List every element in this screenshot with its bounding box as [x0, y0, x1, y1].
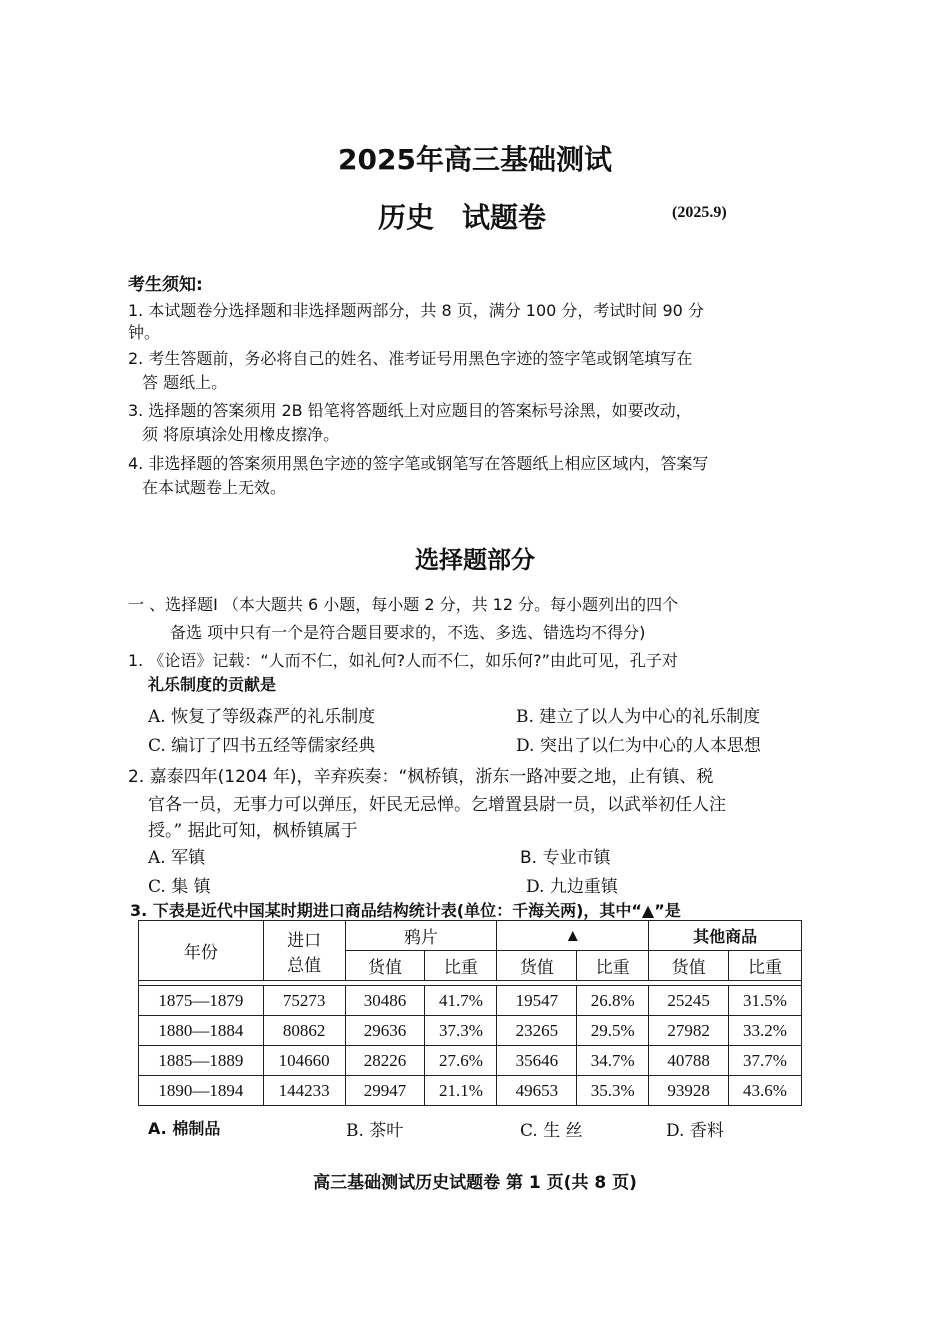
q3-stem: 3. 下表是近代中国某时期进口商品结构统计表(单位：千海关两)，其中“▲”是	[130, 901, 681, 920]
cell: 23265	[497, 1016, 577, 1046]
notice-line: 3. 选择题的答案须用 2B 铅笔将答题纸上对应题目的答案标号涂黑，如要改动，	[128, 401, 692, 420]
cell: 29.5%	[577, 1016, 649, 1046]
cell: 35646	[497, 1046, 577, 1076]
exam-title: 2025年高三基础测试	[338, 143, 612, 176]
q2-option-d: D. 九边重镇	[526, 877, 618, 897]
q2-option-a: A. 军镇	[148, 848, 206, 868]
header-ratio: 比重	[425, 951, 497, 981]
cell: 25245	[649, 986, 729, 1016]
notice-line: 2. 考生答题前，务必将自己的姓名、准考证号用黑色字迹的签字笔或钢笔填写在	[128, 349, 693, 368]
q2-stem: 官各一员，无事力可以弹压，奸民无忌惮。乞增置县尉一员，以武举初任人注	[148, 795, 726, 815]
q1-option-d: D. 突出了以仁为中心的人本思想	[516, 736, 761, 756]
cell: 29636	[345, 1016, 425, 1046]
notice-line: 4. 非选择题的答案须用黑色字迹的签字笔或钢笔写在答题纸上相应区域内，答案写	[128, 454, 709, 473]
cell: 49653	[497, 1076, 577, 1106]
notice-line: 钟。	[128, 323, 161, 342]
header-opium: 鸦片	[345, 921, 497, 951]
header-ratio: 比重	[729, 951, 802, 981]
cell: 40788	[649, 1046, 729, 1076]
cell: 28226	[345, 1046, 425, 1076]
cell: 43.6%	[729, 1076, 802, 1106]
q1-stem: 礼乐制度的贡献是	[148, 675, 277, 694]
cell: 33.2%	[729, 1016, 802, 1046]
exam-subtitle: 历史 试题卷	[378, 201, 547, 234]
notice-line: 在本试题卷上无效。	[142, 478, 287, 497]
cell: 1885—1889	[139, 1046, 264, 1076]
cell: 1890—1894	[139, 1076, 264, 1106]
cell: 37.7%	[729, 1046, 802, 1076]
table-row	[139, 1046, 802, 1076]
table-row	[139, 1016, 802, 1046]
header-total	[263, 921, 345, 981]
section-title: 选择题部分	[415, 546, 535, 574]
cell: 80862	[263, 1016, 345, 1046]
cell: 37.3%	[425, 1016, 497, 1046]
import-structure-table	[138, 920, 802, 1106]
header-total-line2: 总值	[287, 955, 322, 975]
header-year: 年份	[139, 921, 264, 981]
cell: 104660	[263, 1046, 345, 1076]
header-triangle: ▲	[497, 921, 649, 951]
q2-option-b: B. 专业市镇	[520, 848, 611, 868]
table-row	[139, 1076, 802, 1106]
page-footer: 高三基础测试历史试题卷 第 1 页(共 8 页)	[313, 1173, 637, 1193]
notice-line: 须 将原填涂处用橡皮擦净。	[142, 425, 340, 444]
header-total-line1: 进口	[287, 930, 322, 950]
cell: 34.7%	[577, 1046, 649, 1076]
q3-option-c: C. 生 丝	[520, 1121, 583, 1141]
q1-option-b: B. 建立了以人为中心的礼乐制度	[516, 707, 761, 727]
cell: 1880—1884	[139, 1016, 264, 1046]
cell: 26.8%	[577, 986, 649, 1016]
q3-option-d: D. 香料	[666, 1121, 724, 1141]
cell: 93928	[649, 1076, 729, 1106]
cell: 31.5%	[729, 986, 802, 1016]
table-row	[139, 986, 802, 1016]
cell: 19547	[497, 986, 577, 1016]
q1-option-a: A. 恢复了等级森严的礼乐制度	[148, 707, 376, 727]
q1-stem: 1. 《论语》记载：“人而不仁，如礼何?人而不仁，如乐何?”由此可见，孔子对	[128, 651, 678, 670]
q2-stem: 2. 嘉泰四年(1204 年)，辛弃疾奏：“枫桥镇，浙东一路冲要之地，止有镇、税	[128, 767, 714, 787]
cell: 41.7%	[425, 986, 497, 1016]
q2-stem: 授。” 据此可知，枫桥镇属于	[148, 821, 358, 841]
q1-option-c: C. 编订了四书五经等儒家经典	[148, 736, 376, 756]
cell: 35.3%	[577, 1076, 649, 1106]
cell: 144233	[263, 1076, 345, 1106]
q3-option-a: A. 棉制品	[148, 1119, 221, 1138]
exam-date: (2025.9)	[672, 204, 727, 221]
q2-option-c: C. 集 镇	[148, 877, 211, 897]
header-ratio: 比重	[577, 951, 649, 981]
section-intro: 备选 项中只有一个是符合题目要求的，不选、多选、错选均不得分)	[170, 623, 646, 642]
header-value: 货值	[345, 951, 425, 981]
q3-option-b: B. 茶叶	[346, 1121, 404, 1141]
cell: 1875—1879	[139, 986, 264, 1016]
cell: 30486	[345, 986, 425, 1016]
cell: 27.6%	[425, 1046, 497, 1076]
cell: 21.1%	[425, 1076, 497, 1106]
notice-line: 答 题纸上。	[142, 373, 228, 392]
header-other: 其他商品	[649, 921, 802, 951]
section-intro: 一 、选择题Ⅰ （本大题共 6 小题，每小题 2 分，共 12 分。每小题列出的四个	[128, 595, 679, 614]
header-value: 货值	[497, 951, 577, 981]
cell: 27982	[649, 1016, 729, 1046]
notice-heading: 考生须知:	[128, 275, 203, 295]
notice-line: 1. 本试题卷分选择题和非选择题两部分，共 8 页，满分 100 分，考试时间 90 分	[128, 301, 704, 320]
cell: 75273	[263, 986, 345, 1016]
cell: 29947	[345, 1076, 425, 1106]
header-value: 货值	[649, 951, 729, 981]
